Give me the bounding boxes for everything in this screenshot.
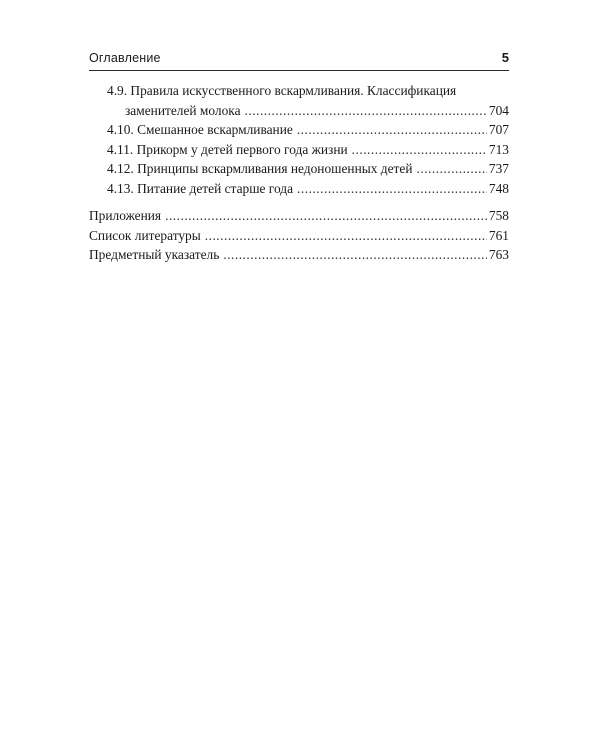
toc-entry-appendices[interactable] (89, 206, 509, 226)
toc-entry-page: 748 (488, 180, 509, 196)
toc-entry-text: 4.10. Смешанное вскармливание (107, 122, 293, 137)
toc-entry-text: 4.12. Принципы вскармливания недоношенных детей (107, 161, 413, 176)
toc-entry-4-13[interactable] (89, 179, 509, 199)
dot-leader (165, 206, 487, 226)
toc-entry-page: 737 (488, 161, 509, 176)
toc-entry-4-11[interactable] (89, 140, 509, 160)
toc-entry-text: Предметный указатель (89, 247, 220, 262)
toc-entry-text: заменителей молока (125, 102, 241, 118)
running-header-title: Оглавление (89, 51, 161, 65)
toc-entry-page: 713 (488, 141, 509, 157)
dot-leader (223, 245, 487, 265)
running-header (89, 51, 509, 69)
header-divider (89, 70, 509, 71)
page-number: 5 (501, 50, 509, 65)
toc-entry-page: 763 (488, 247, 509, 262)
toc-entry-4-9-continuation (107, 101, 509, 121)
dot-leader (245, 101, 487, 121)
toc-entry-4-9[interactable] (89, 81, 509, 120)
dot-leader (352, 140, 487, 160)
toc-entry-text: Приложения (89, 208, 162, 223)
toc-entry-references[interactable] (89, 226, 509, 246)
toc-entry-text: 4.13. Питание детей старше года (107, 180, 294, 196)
toc-entry-text: Список литературы (89, 227, 201, 243)
toc-entry-subject-index[interactable] (89, 245, 509, 265)
dot-leader (297, 120, 487, 140)
dot-leader (417, 159, 487, 179)
toc-entry-text: 4.11. Прикорм у детей первого года жизни (107, 141, 348, 157)
toc-entry-page: 758 (488, 208, 509, 223)
section-gap (89, 198, 509, 206)
dot-leader (297, 179, 487, 199)
toc-entry-4-10[interactable] (89, 120, 509, 140)
toc-entry-4-9-first-line: 4.9. Правила искусственного вскармливания. Классификация (107, 83, 457, 98)
toc-entry-page: 707 (488, 122, 509, 137)
table-of-contents (89, 81, 509, 265)
toc-entry-page: 761 (488, 227, 509, 243)
dot-leader (205, 226, 487, 246)
toc-entry-4-12[interactable] (89, 159, 509, 179)
toc-entry-page: 704 (488, 102, 509, 118)
